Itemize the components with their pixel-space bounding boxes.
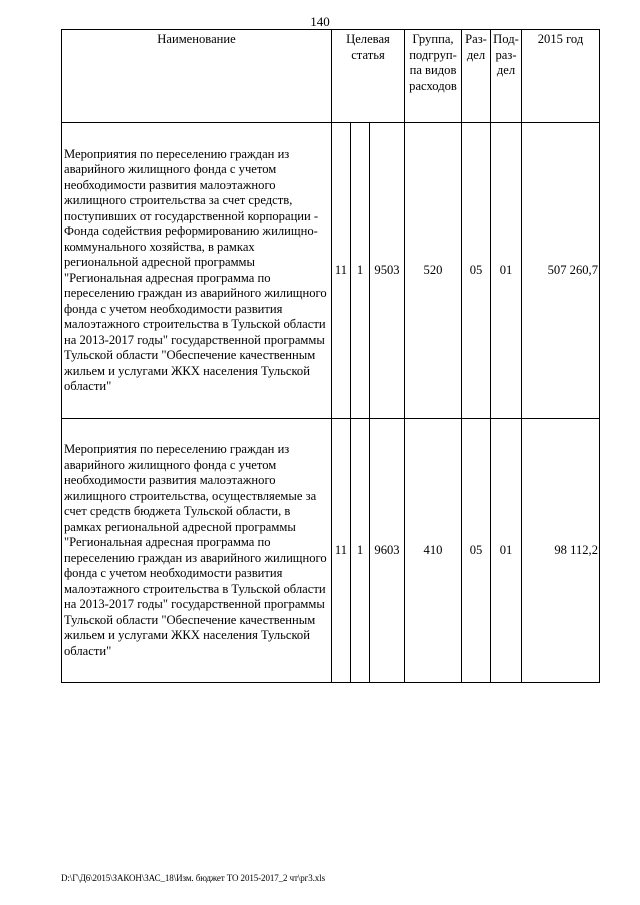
- header-row: [62, 30, 600, 123]
- header-name: Наименование: [62, 30, 332, 123]
- header-target-article: Целевая статья: [332, 30, 405, 123]
- file-path-footer: D:\Г\Д6\2015\ЗАКОН\ЗАС_18\Изм. бюджет ТО 2015-2017_2 чт\рг3.xls: [61, 873, 325, 883]
- row-amount-2015: 98 112,2: [522, 419, 600, 683]
- row-name: Мероприятия по переселению граждан из аварийного жилищного фонда с учетом необходимости развития малоэтажного жилищного строительства, осуществляемые за счет средств бюджета Тульской области, в рамках региональной адресной программы "Региональная адресная программа по переселению граждан из аварийного жилищного фонда с учетом необходимости развития малоэтажного строительства в Тульской области на 2013-2017 годы" государственной программы Тульской области "Обеспечение качественным жильем и услугами ЖКХ населения Тульской области": [62, 419, 332, 683]
- table-row: [62, 419, 600, 683]
- row-code-subprogram: 1: [351, 419, 370, 683]
- row-code-program: 11: [332, 419, 351, 683]
- row-code-subprogram: 1: [351, 123, 370, 419]
- header-subsection: Под- раз- дел: [491, 30, 522, 123]
- row-expense-group: 410: [405, 419, 462, 683]
- row-code-program: 11: [332, 123, 351, 419]
- row-section: 05: [462, 419, 491, 683]
- table-row: [62, 123, 600, 419]
- row-name: Мероприятия по переселению граждан из аварийного жилищного фонда с учетом необходимости развития малоэтажного жилищного строительства за счет средств, поступивших от государственной корпорации - Фонда содействия реформированию жилищно-коммунального хозяйства, в рамках региональной адресной программы "Региональная адресная программа по переселению граждан из аварийного жилищного фонда с учетом необходимости развития малоэтажного строительства в Тульской области на 2013-2017 годы" государственной программы Тульской области "Обеспечение качественным жильем и услугами ЖКХ населения Тульской области": [62, 123, 332, 419]
- row-subsection: 01: [491, 123, 522, 419]
- header-expense-group: Группа, подгруп- па видов расходов: [405, 30, 462, 123]
- header-year: 2015 год: [522, 30, 600, 123]
- row-subsection: 01: [491, 419, 522, 683]
- row-section: 05: [462, 123, 491, 419]
- row-amount-2015: 507 260,7: [522, 123, 600, 419]
- budget-table: [61, 29, 600, 683]
- page-number: 140: [310, 14, 330, 29]
- header-section: Раз- дел: [462, 30, 491, 123]
- row-code-direction: 9603: [370, 419, 405, 683]
- row-expense-group: 520: [405, 123, 462, 419]
- row-code-direction: 9503: [370, 123, 405, 419]
